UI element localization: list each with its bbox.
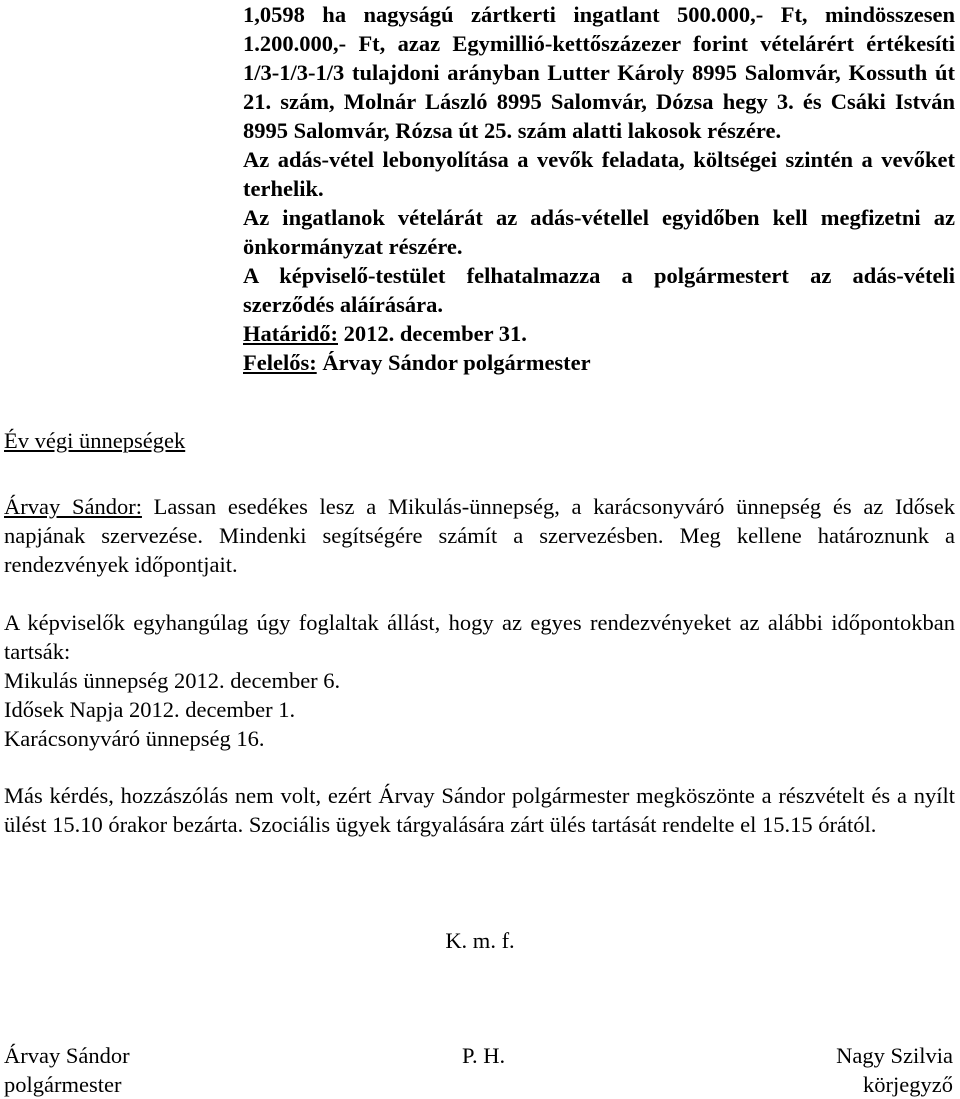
resolution-main-paragraph: 1,0598 ha nagyságú zártkerti ingatlant 500.000,- Ft, mindösszesen 1.200.000,- Ft, azaz Egymillió-kettőszázezer forint vételárért értékesíti 1/3-1/3-1/3 tulajdoni arányban Lutter Károly 8995 Salomvár, Kossuth út 21. szám, Molnár László 8995 Salomvár, Dózsa hegy 3. és Csáki István 8995 Salomvár, Rózsa út 25. szám alatti lakosok részére. — [243, 2, 955, 143]
responsible-label: Felelős: — [243, 350, 317, 375]
decision-intro: A képviselők egyhangúlag úgy foglaltak állást, hogy az egyes rendezvényeket az alábbi időpontokban tartsák: — [4, 610, 955, 664]
closing-paragraph: Más kérdés, hozzászólás nem volt, ezért Árvay Sándor polgármester megköszönte a részvételt és a nyílt ülést 15.10 órakor bezárta. Szociális ügyek tárgyalására zárt ülés tartását rendelte el 15.15 órától. — [4, 783, 955, 837]
signature-mayor-name: Árvay Sándor — [4, 1043, 130, 1068]
resolution-payment-paragraph: Az ingatlanok vételárát az adás-vétellel egyidőben kell megfizetni az önkormányzat részére. — [243, 205, 955, 259]
signature-notary — [836, 1041, 953, 1099]
responsible-value: Árvay Sándor polgármester — [316, 350, 591, 375]
signature-mayor — [4, 1041, 130, 1099]
speech-text: Lassan esedékes lesz a Mikulás-ünnepség, a karácsonyváró ünnepség és az Idősek napjának szervezése. Mindenki segítségére számít a szervezésben. Meg kellene határoznunk a rendezvények időpontjait. — [4, 494, 955, 577]
resolution-authorization-paragraph: A képviselő-testület felhatalmazza a polgármestert az adás-vételi szerződés aláírására. — [243, 263, 955, 317]
speaker-name: Árvay Sándor: — [4, 494, 142, 519]
deadline-value: 2012. december 31. — [338, 321, 527, 346]
signature-mayor-title: polgármester — [4, 1072, 122, 1097]
deadline-label: Határidő: — [243, 321, 338, 346]
resolution-block — [243, 0, 955, 377]
resolution-responsible — [243, 348, 955, 377]
event-item: Mikulás ünnepség 2012. december 6. — [4, 668, 341, 693]
event-item: Idősek Napja 2012. december 1. — [4, 697, 296, 722]
speech-paragraph — [4, 492, 955, 579]
event-item: Karácsonyváró ünnepség 16. — [4, 726, 265, 751]
resolution-costs-paragraph: Az adás-vétel lebonyolítása a vevők feladata, költségei szintén a vevőket terhelik. — [243, 147, 955, 201]
kmf-mark: K. m. f. — [445, 928, 515, 953]
signature-notary-title: körjegyző — [863, 1072, 953, 1097]
decision-paragraph — [4, 608, 955, 753]
section-heading: Év végi ünnepségek — [4, 428, 186, 453]
resolution-deadline — [243, 319, 955, 348]
signature-notary-name: Nagy Szilvia — [836, 1043, 953, 1068]
seal-placeholder: P. H. — [462, 1043, 506, 1068]
